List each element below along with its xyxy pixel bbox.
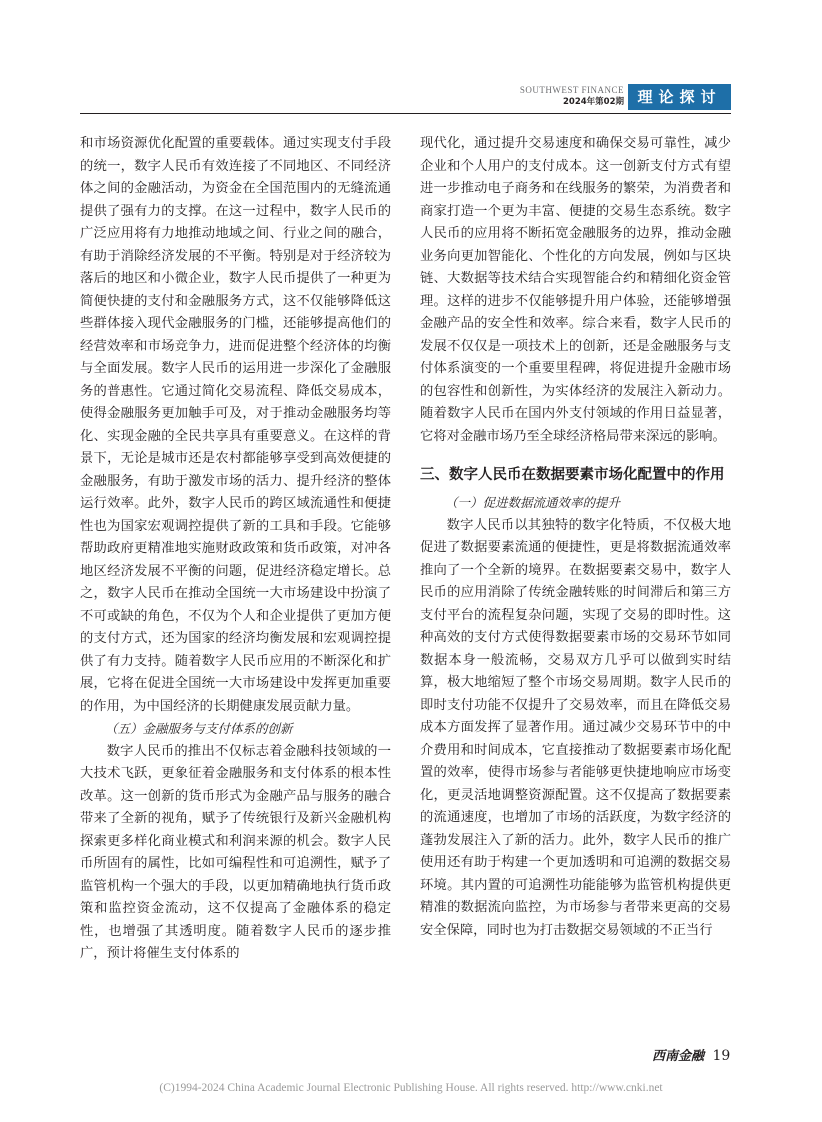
page-number: 19 <box>712 1048 731 1064</box>
running-header <box>0 84 822 110</box>
paragraph: 现代化，通过提升交易速度和确保交易可靠性，减少企业和个人用户的支付成本。这一创新支付方式有望进一步推动电子商务和在线服务的繁荣，为消费者和商家打造一个更为丰富、便捷的交易生态系统。数字人民币的应用将不断拓宽金融服务的边界，推动金融业务向更加智能化、个性化的方向发展，例如与区块链、大数据等技术结合实现智能合约和精细化资金管理。这样的进步不仅能够提升用户体验，还能够增强金融产品的安全性和效率。综合来看，数字人民币的发展不仅仅是一项技术上的创新，还是金融服务与支付体系演变的一个重要里程碑，将促进提升金融市场的包容性和创新性，为实体经济的发展注入新动力。随着数字人民币在国内外支付领域的作用日益显著，它将对金融市场乃至全球经济格局带来深远的影响。 <box>420 136 731 444</box>
paragraph: 数字人民币的推出不仅标志着金融科技领域的一大技术飞跃，更象征着金融服务和支付体系的根本性改革。这一创新的货币形式为金融产品与服务的融合带来了全新的视角，赋予了传统银行及新兴金融机构探索更多样化商业模式和利润来源的机会。数字人民币所固有的属性，比如可编程性和可追溯性，赋予了监管机构一个强大的手段，以更加精确地执行货币政策和监控资金流动，这不仅提高了金融体系的稳定性，也增强了其透明度。随着数字人民币的逐步推广，预计将催生支付体系的 <box>80 743 391 961</box>
page-footer <box>652 1045 730 1064</box>
header-journal-info <box>520 84 624 108</box>
right-column <box>420 133 731 942</box>
copyright-notice: (C)1994-2024 China Academic Journal Electronic Publishing House. All rights reserved. http://www.cnki.net <box>159 1082 663 1094</box>
journal-english-name: SOUTHWEST FINANCE <box>519 85 624 95</box>
section-badge: 理论探讨 <box>628 84 731 110</box>
subsection-heading: （五）金融服务与支付体系的创新 <box>105 721 293 736</box>
paragraph: 和市场资源优化配置的重要载体。通过实现支付手段的统一，数字人民币有效连接了不同地区、不同经济体之间的金融活动，为资金在全国范围内的无缝流通提供了强有力的支撑。在这一过程中，数字人民币的广泛应用将有力地推动地域之间、行业之间的融合，有助于消除经济发展的不平衡。特别是对于经济较为落后的地区和小微企业，数字人民币提供了一种更为简便快捷的支付和金融服务方式，这不仅能够降低这些群体接入现代金融服务的门槛，还能够提高他们的经营效率和市场竞争力，进而促进整个经济体的均衡与全面发展。数字人民币的运用进一步深化了金融服务的普惠性。它通过简化交易流程、降低交易成本，使得金融服务更加触手可及，对于推动金融服务均等化、实现金融的全民共享具有重要意义。在这样的背景下，无论是城市还是农村都能够享受到高效便捷的金融服务，有助于激发市场的活力、提升经济的整体运行效率。此外，数字人民币的跨区域流通性和便捷性也为国家宏观调控提供了新的工具和手段。它能够帮助政府更精准地实施财政政策和货币政策，对冲各地区经济发展不平衡的问题，促进经济稳定增长。总之，数字人民币在推动全国统一大市场建设中扮演了不可或缺的角色，不仅为个人和企业提供了更加方便的支付方式，还为国家的经济均衡发展和宏观调控提供了有力支持。随着数字人民币应用的不断深化和扩展，它将在促进全国统一大市场建设中发挥更加重要的作用，为中国经济的长期健康发展贡献力量。 <box>80 136 391 714</box>
left-column <box>80 133 391 966</box>
subsection-heading: （一）促进数据流通效率的提升 <box>445 495 621 510</box>
paragraph: 数字人民币以其独特的数字化特质，不仅极大地促进了数据要素流通的便捷性，更是将数据流通效率推向了一个全新的境界。在数据要素交易中，数字人民币的应用消除了传统金融转账的时间滞后和第三方支付平台的流程复杂问题，实现了交易的即时性。这种高效的支付方式使得数据要素市场的交易环节如同数据本身一般流畅，交易双方几乎可以做到实时结算，极大地缩短了整个市场交易周期。数字人民币的即时支付功能不仅提升了交易效率，而且在降低交易成本方面发挥了显著作用。通过减少交易环节中的中介费用和时间成本，它直接推动了数据要素市场化配置的效率，使得市场参与者能够更快捷地响应市场变化，更灵活地调整资源配置。这不仅提高了数据要素的流通速度，也增加了市场的活跃度，为数字经济的蓬勃发展注入了新的活力。此外，数字人民币的推广使用还有助于构建一个更加透明和可追溯的数据交易环境。其内置的可追溯性功能能够为监管机构提供更精准的数据流向监控，为市场参与者带来更高的交易安全保障，同时也为打击数据交易领域的不正当行 <box>420 517 731 938</box>
section-heading: 三、数字人民币在数据要素市场化配置中的作用 <box>420 467 725 483</box>
issue-label: 2024年第02期 <box>563 97 624 107</box>
journal-logo: 西南金融 <box>652 1049 705 1064</box>
header-divider <box>80 113 731 114</box>
